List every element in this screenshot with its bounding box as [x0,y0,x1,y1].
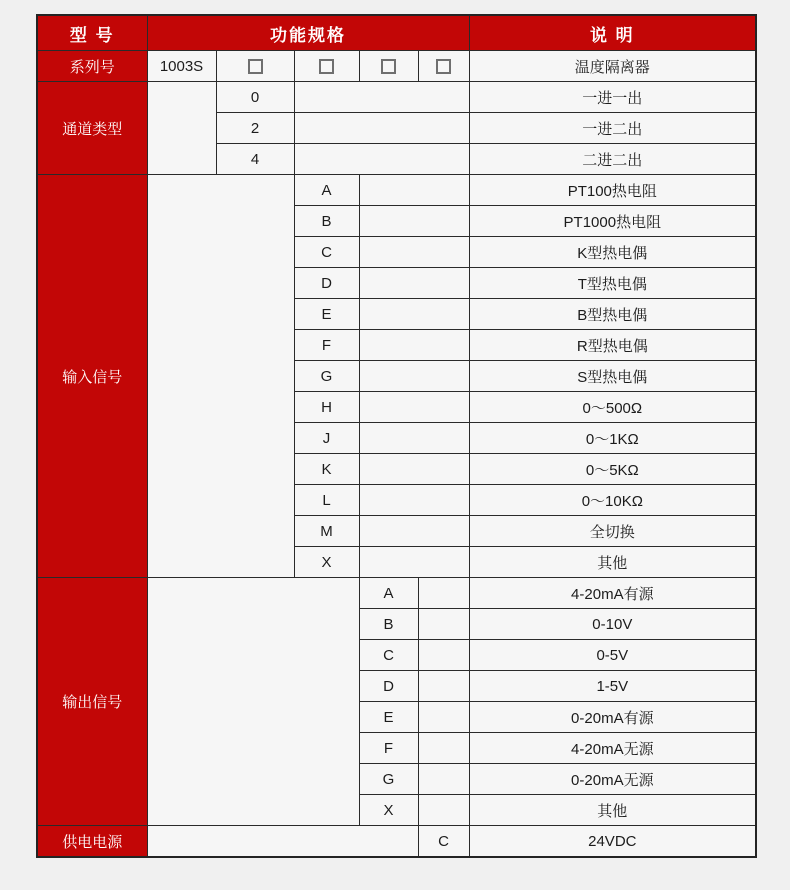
code-cell: D [294,268,359,299]
series-checkbox-cell [294,51,359,82]
model-selection-table [36,14,757,858]
series-checkbox-cell [418,51,469,82]
code-cell: A [294,175,359,206]
code-cell: 0 [216,82,294,113]
empty-cell [418,609,469,640]
empty-cell [359,516,469,547]
header-spec: 功能规格 [147,15,469,51]
code-cell: H [294,392,359,423]
code-cell: E [294,299,359,330]
desc-cell: PT100热电阻 [469,175,756,206]
code-cell: E [359,702,418,733]
code-cell: C [359,640,418,671]
empty-cell [359,330,469,361]
empty-cell [359,547,469,578]
channel-section-label: 通道类型 [37,82,147,175]
empty-cell [359,299,469,330]
empty-cell [418,795,469,826]
code-cell: M [294,516,359,547]
empty-cell [147,82,216,175]
empty-cell [418,671,469,702]
empty-cell [418,640,469,671]
code-cell: L [294,485,359,516]
code-cell: B [359,609,418,640]
checkbox-icon [381,59,396,74]
input-row [37,175,756,206]
empty-cell [359,237,469,268]
code-cell: 2 [216,113,294,144]
code-cell: K [294,454,359,485]
empty-cell [418,702,469,733]
power-section-label: 供电电源 [37,826,147,858]
series-desc: 温度隔离器 [469,51,756,82]
code-cell: F [359,733,418,764]
desc-cell: 0～500Ω [469,392,756,423]
empty-cell [294,144,469,175]
desc-cell: R型热电偶 [469,330,756,361]
code-cell: C [418,826,469,858]
code-cell: A [359,578,418,609]
empty-cell [359,361,469,392]
series-model: 1003S [147,51,216,82]
desc-cell: 0～10KΩ [469,485,756,516]
header-model: 型 号 [37,15,147,51]
desc-cell: 0～5KΩ [469,454,756,485]
power-row [37,826,756,858]
series-checkbox-cell [359,51,418,82]
desc-cell: 0-20mA无源 [469,764,756,795]
output-section-label: 输出信号 [37,578,147,826]
series-label: 系列号 [37,51,147,82]
desc-cell: 二进二出 [469,144,756,175]
code-cell: F [294,330,359,361]
desc-cell: 0-20mA有源 [469,702,756,733]
desc-cell: 4-20mA有源 [469,578,756,609]
code-cell: X [294,547,359,578]
desc-cell: K型热电偶 [469,237,756,268]
code-cell: J [294,423,359,454]
input-section-label: 输入信号 [37,175,147,578]
code-cell: G [359,764,418,795]
desc-cell: 4-20mA无源 [469,733,756,764]
desc-cell: PT1000热电阻 [469,206,756,237]
desc-cell: 1-5V [469,671,756,702]
desc-cell: 一进一出 [469,82,756,113]
empty-cell [418,733,469,764]
desc-cell: 其他 [469,795,756,826]
code-cell: X [359,795,418,826]
desc-cell: 0～1KΩ [469,423,756,454]
code-cell: G [294,361,359,392]
empty-cell [294,82,469,113]
desc-cell: 全切换 [469,516,756,547]
empty-cell [359,454,469,485]
channel-row [37,82,756,113]
desc-cell: 其他 [469,547,756,578]
empty-cell [418,578,469,609]
empty-cell [294,113,469,144]
empty-cell [147,578,359,826]
empty-cell [147,175,294,578]
output-row [37,578,756,609]
empty-cell [147,826,418,858]
desc-cell: B型热电偶 [469,299,756,330]
empty-cell [359,392,469,423]
code-cell: C [294,237,359,268]
checkbox-icon [436,59,451,74]
series-row [37,51,756,82]
checkbox-icon [248,59,263,74]
desc-cell: T型热电偶 [469,268,756,299]
series-checkbox-cell [216,51,294,82]
empty-cell [359,485,469,516]
empty-cell [359,423,469,454]
empty-cell [359,268,469,299]
code-cell: 4 [216,144,294,175]
checkbox-icon [319,59,334,74]
empty-cell [359,206,469,237]
desc-cell: 0-10V [469,609,756,640]
empty-cell [359,175,469,206]
desc-cell: S型热电偶 [469,361,756,392]
header-row [37,15,756,51]
desc-cell: 24VDC [469,826,756,858]
header-desc: 说 明 [469,15,756,51]
empty-cell [418,764,469,795]
code-cell: D [359,671,418,702]
desc-cell: 一进二出 [469,113,756,144]
code-cell: B [294,206,359,237]
desc-cell: 0-5V [469,640,756,671]
